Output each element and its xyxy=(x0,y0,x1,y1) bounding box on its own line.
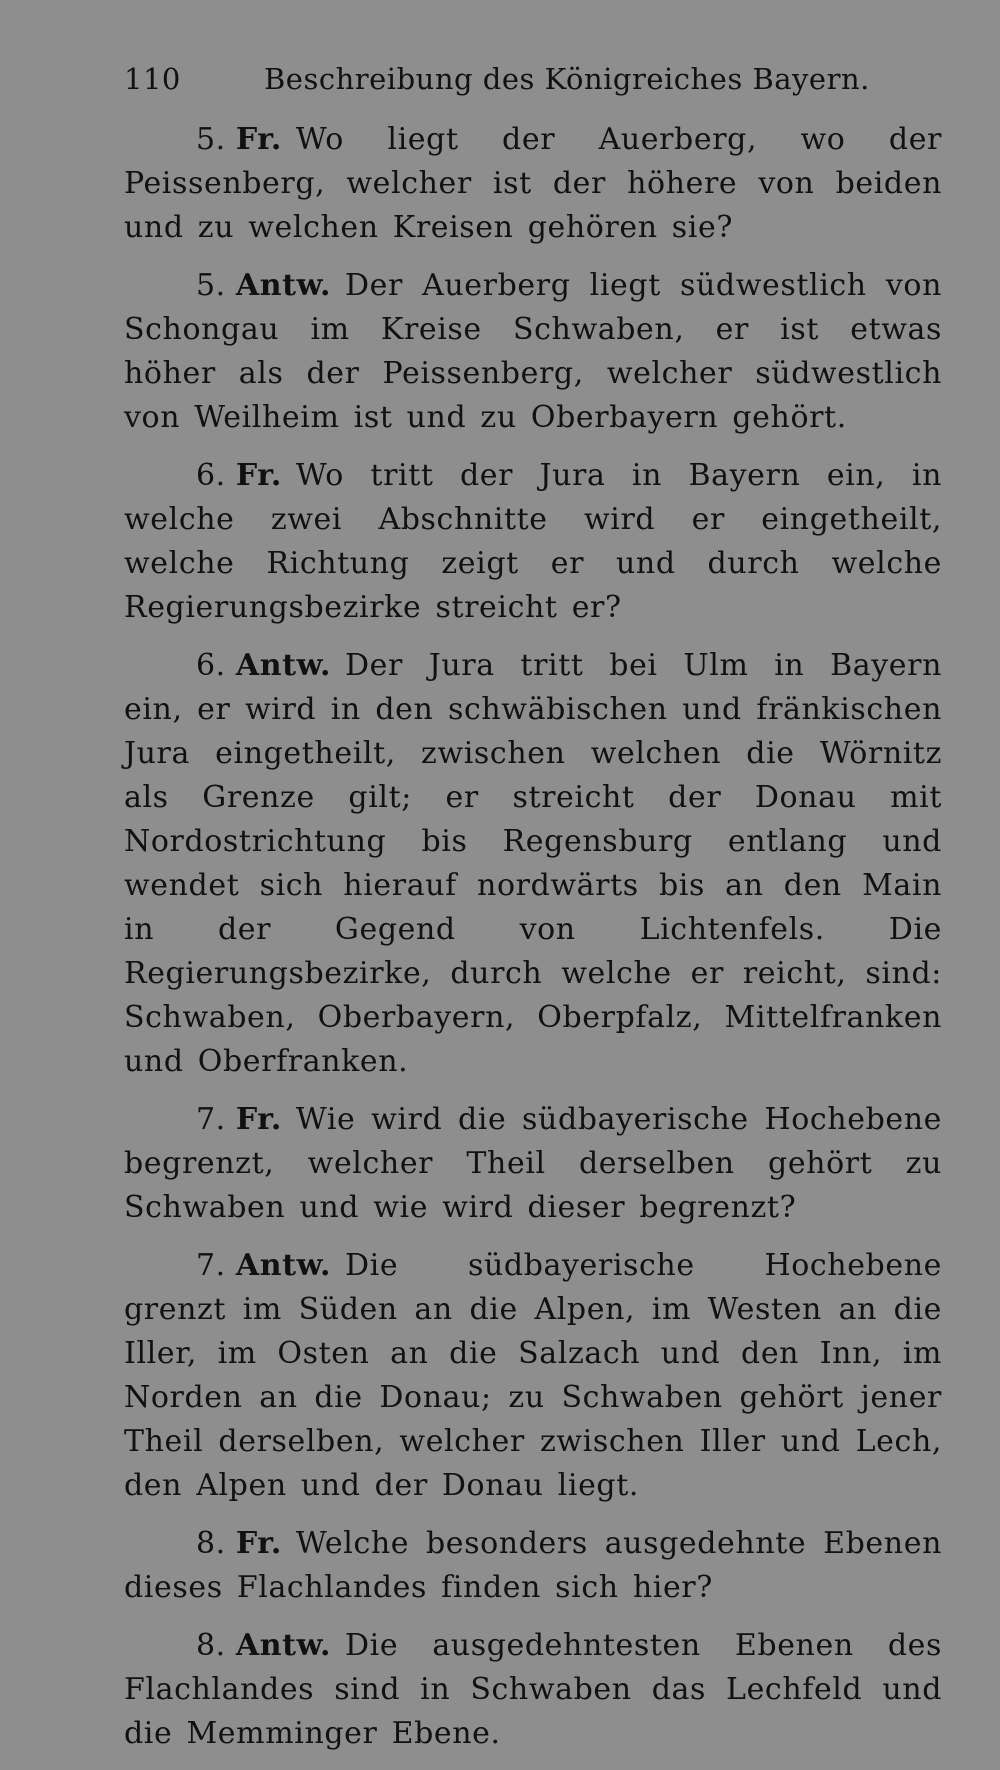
answer-6 xyxy=(124,644,942,1084)
entry-text: Wo tritt der Jura in Bayern ein, in welche zwei Abschnitte wird er eingetheilt, welche Richtung zeigt er und durch welche Regierungsbezirke streicht er? xyxy=(124,458,942,625)
running-title: Beschreibung des Königreiches Bayern. xyxy=(264,62,870,96)
answer-8 xyxy=(124,1624,942,1756)
entry-text: Die ausgedehntesten Ebenen des Flachlandes sind in Schwaben das Lechfeld und die Memminger Ebene. xyxy=(124,1628,942,1751)
entry-number: 6. xyxy=(196,648,226,683)
entry-text: Der Jura tritt bei Ulm in Bayern ein, er wird in den schwäbischen und fränkischen Jura eingetheilt, zwischen welchen die Wörnitz als Grenze gilt; er streicht der Donau mit Nordostrichtung bis Regensburg entlang und wendet sich hierauf nordwärts bis an den Main in der Gegend von Lichtenfels. Die Regierungsbezirke, durch welche er reicht, sind: Schwaben, Oberbayern, Oberpfalz, Mittelfranken und Oberfranken. xyxy=(124,648,942,1079)
entry-kind: Fr. xyxy=(235,122,282,157)
entry-kind: Fr. xyxy=(235,1102,282,1137)
entry-kind: Antw. xyxy=(235,1628,332,1663)
answer-5 xyxy=(124,264,942,440)
page-number: 110 xyxy=(124,62,181,96)
entry-text: Die südbayerische Hochebene grenzt im Süden an die Alpen, im Westen an die Iller, im Osten an die Salzach und den Inn, im Norden an die Donau; zu Schwaben gehört jener Theil derselben, welcher zwischen Iller und Lech, den Alpen und der Donau liegt. xyxy=(124,1248,942,1503)
entry-text: Wo liegt der Auerberg, wo der Peissenberg, welcher ist der höhere von beiden und zu welchen Kreisen gehören sie? xyxy=(124,122,942,245)
entry-number: 8. xyxy=(196,1526,226,1561)
entry-kind: Fr. xyxy=(235,458,282,493)
entry-number: 7. xyxy=(196,1102,226,1137)
entry-kind: Antw. xyxy=(235,1248,332,1283)
entry-kind: Fr. xyxy=(235,1526,282,1561)
entry-number: 5. xyxy=(196,122,226,157)
entry-number: 7. xyxy=(196,1248,226,1283)
entry-number: 6. xyxy=(196,458,226,493)
entry-kind: Antw. xyxy=(235,648,332,683)
entry-text: Wie wird die südbayerische Hochebene begrenzt, welcher Theil derselben gehört zu Schwaben und wie wird dieser begrenzt? xyxy=(124,1102,942,1225)
entry-text: Welche besonders ausgedehnte Ebenen dieses Flachlandes finden sich hier? xyxy=(124,1526,942,1605)
book-page xyxy=(124,62,942,1770)
page-header xyxy=(124,62,942,118)
entry-number: 8. xyxy=(196,1628,226,1663)
entry-kind: Antw. xyxy=(235,268,332,303)
question-7 xyxy=(124,1098,942,1230)
entry-number: 5. xyxy=(196,268,226,303)
question-6 xyxy=(124,454,942,630)
answer-7 xyxy=(124,1244,942,1508)
question-5 xyxy=(124,118,942,250)
question-8 xyxy=(124,1522,942,1610)
entry-text: Der Auerberg liegt südwestlich von Schongau im Kreise Schwaben, er ist etwas höher als der Peissenberg, welcher südwestlich von Weilheim ist und zu Oberbayern gehört. xyxy=(124,268,942,435)
